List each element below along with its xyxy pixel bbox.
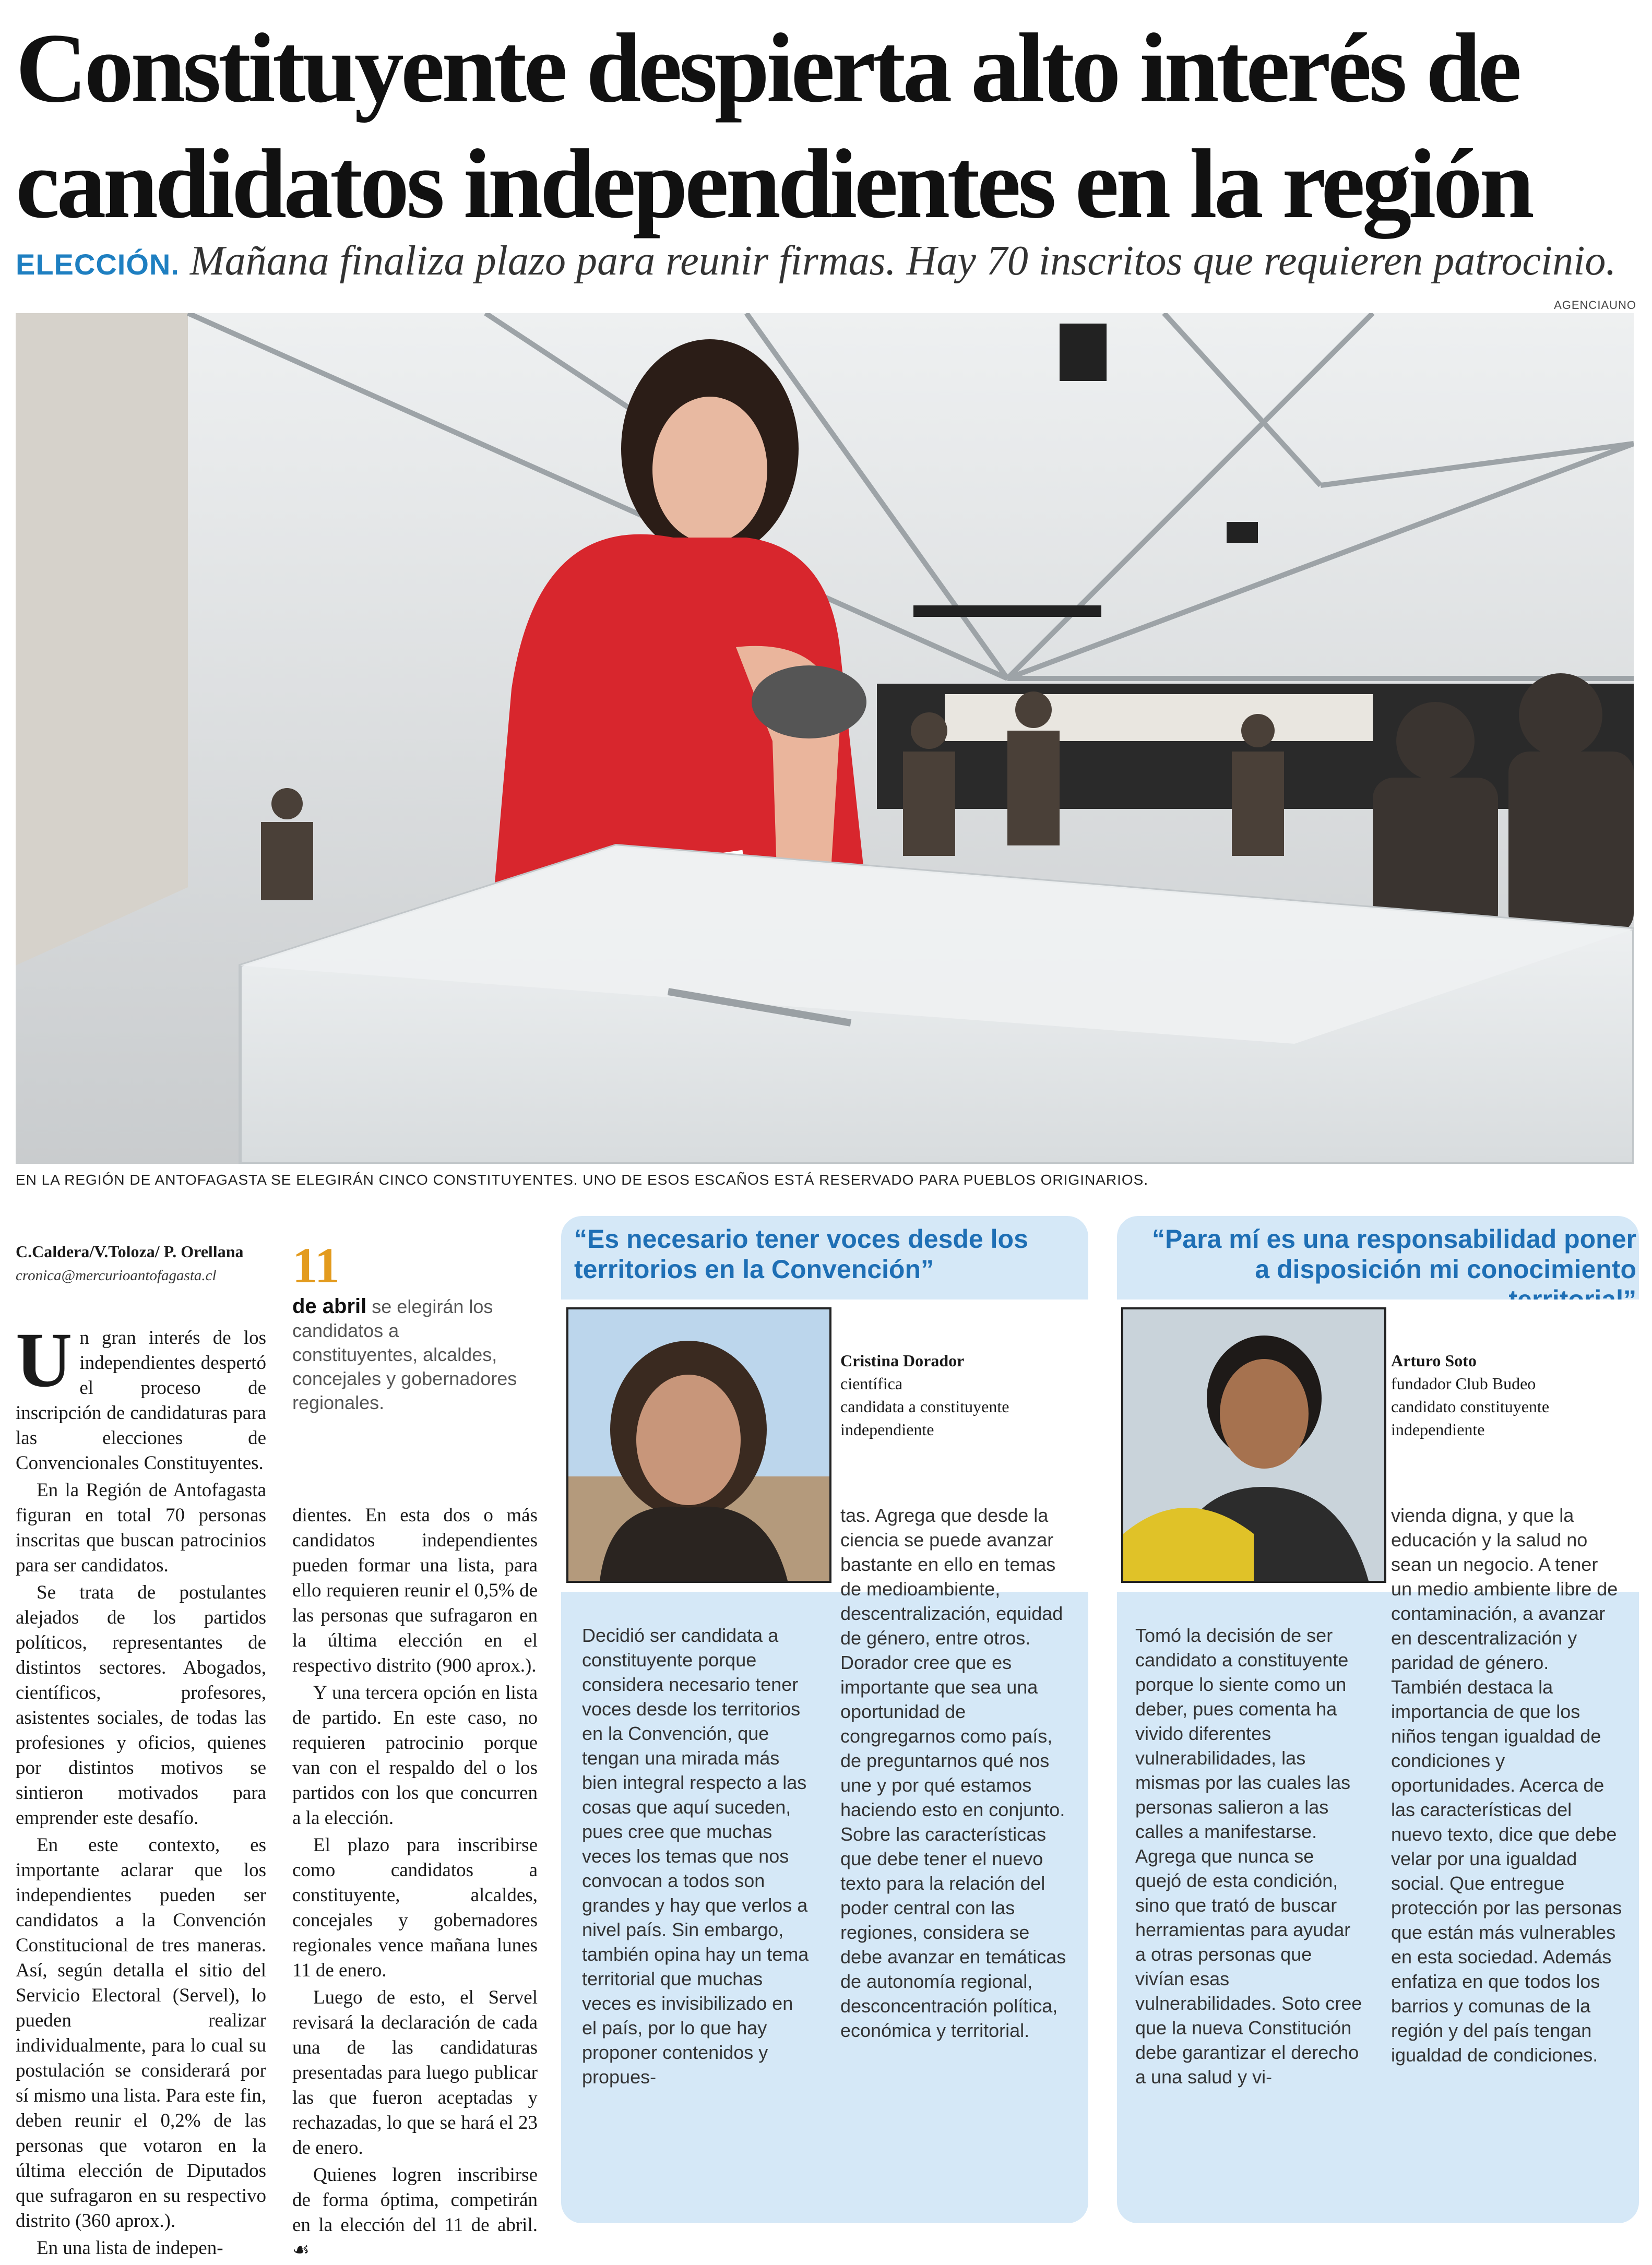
- article-paragraph: En una lista de indepen-: [37, 2237, 223, 2259]
- panel-1-column-a: Decidió ser candidata a constituyente porque considera necesario tener voces desde los territorios en la Convención, que tengan una mirada más bien integral respecto a las cosas que aquí suceden, pues cree que muchas veces los temas que nos convocan a todos son grandes y hay que verlos a nivel país. Sin embargo, también opina hay un tema territorial que muchas veces es invisibilizado en el país, por lo que hay proponer contenidos y propues-: [582, 1625, 809, 2088]
- deck-text: Mañana finaliza plazo para reunir firmas. Hay 70 inscritos que requieren patrocinio.: [189, 238, 1617, 284]
- fact-box: [292, 1294, 522, 1415]
- article-paragraph: n gran interés de los independientes despertó el proceso de inscripción de candidaturas para las elecciones de Convencionales Constituyentes.: [16, 1327, 266, 1474]
- headline-line-2: candidatos independientes en la región: [16, 129, 1531, 239]
- article-paragraph: En este contexto, es importante aclarar que los independientes pueden ser candidatos a la Convención Constitucional de tres maneras. Así, según detalla el sitio del Servicio Electoral (Servel), lo pueden realizar individualmente, para lo cual su postulación se considerará por sí mismo una lista. Para este fin, deben reunir el 0,2% de las personas que votaron en la última elección de Diputados que sufragaron en su respectivo distrito (360 aprox.).: [16, 1834, 266, 2232]
- panel-1-name: Cristina Dorador: [840, 1351, 965, 1370]
- article-paragraph: Quienes logren inscribirse de forma óptima, competirán en la elección del 11 de abril. ☙: [292, 2164, 538, 2261]
- drop-cap: U: [16, 1317, 73, 1403]
- ballot-scene-illustration: [16, 313, 1634, 1164]
- panel-2-role-1: fundador Club Budeo: [1391, 1374, 1536, 1393]
- article-paragraph: dientes. En esta dos o más candidatos independientes pueden formar una lista, para ello requieren reunir el 0,5% de las personas que sufragaron en la última elección en el respectivo distrito (900 aprox.).: [292, 1505, 538, 1676]
- panel-2-name: Arturo Soto: [1391, 1351, 1477, 1370]
- article-paragraph: Y una tercera opción en lista de partido. En este caso, no requieren patrocinio porque van con el respaldo del o los partidos con los que concurren a la elección.: [292, 1682, 538, 1829]
- deck: [16, 235, 1639, 291]
- fact-bold: de abril: [292, 1295, 367, 1318]
- panel-1-role-1: científica: [840, 1374, 903, 1393]
- article-column-2: [292, 1503, 538, 2265]
- panel-1-portrait: [566, 1307, 831, 1583]
- portrait-illustration: [568, 1309, 829, 1581]
- panel-2-quote: “Para mí es una responsabilidad poner a disposición mi conocimiento: [1151, 1224, 1636, 1284]
- byline-authors: C.Caldera/V.Toloza/ P. Orellana: [16, 1242, 244, 1261]
- article-column-1: [16, 1317, 266, 2263]
- panel-2-person: [1391, 1349, 1631, 1441]
- panel-1-person: [840, 1349, 1080, 1441]
- panel-2-column-b: vienda digna, y que la educación y la salud no sean un negocio. A tener un medio ambiente libre de contaminación, a avanzar en descentralización y paridad de género. También destaca la importancia de que los niños tengan igualdad de condiciones y oportunidades. Acerca de las características del nuevo texto, dice que debe velar por una igualdad social. Que entregue protección por las personas que están más vulnerables en esta sociedad. Además enfatiza en que todos los barrios y comunas de la región y del país tengan igualdad de condiciones.: [1391, 1505, 1622, 2066]
- article-paragraph: Se trata de postulantes alejados de los partidos políticos, representantes de distintos sectores. Abogados, científicos, profesores, asistentes sociales, de todas las profesiones y oficios, quienes por distintos motivos se sintieron motivados para emprender este desafío.: [16, 1582, 266, 1829]
- panel-2-column-a: Tomó la decisión de ser candidato a constituyente porque lo siente como un deber, pues comenta ha vivido diferentes vulnerabilidades, las mismas por las cuales las personas salieron a las calles a manifestarse. Agrega que nunca se quejó de esta condición, sino que trató de buscar herramientas para ayudar a otras personas que vivían esas vulnerabilidades. Soto cree que la nueva Constitución debe garantizar el derecho a una salud y vi-: [1135, 1625, 1362, 2088]
- fact-number: 11: [292, 1237, 340, 1293]
- panel-2-role-2: candidato constituyente independiente: [1391, 1397, 1550, 1439]
- portrait-illustration: [1123, 1309, 1384, 1581]
- headline: [16, 10, 1639, 242]
- panel-2-portrait: [1121, 1307, 1386, 1583]
- photo-credit: AGENCIAUNO: [1554, 299, 1636, 312]
- panel-1-role-2: candidata a constituyente independiente: [840, 1397, 1009, 1439]
- byline: [16, 1239, 266, 1288]
- byline-email: cronica@mercurioantofagasta.cl: [16, 1267, 217, 1284]
- article-paragraph: En la Región de Antofagasta figuran en total 70 personas inscritas que buscan patrocinios para ser candidatos.: [16, 1480, 266, 1576]
- photo-caption: EN LA REGIÓN DE ANTOFAGASTA SE ELEGIRÁN CINCO CONSTITUYENTES. UNO DE ESOS ESCAÑOS ESTÁ RESERVADO PARA PUEBLOS ORIGINARIOS.: [16, 1172, 1149, 1188]
- panel-1-quote: “Es necesario tener voces desde los territorios en la Convención”: [574, 1224, 1028, 1284]
- deck-kicker: ELECCIÓN.: [16, 248, 180, 281]
- article-paragraph: El plazo para inscribirse como candidatos a constituyente, alcaldes, concejales y gobernadores regionales vence mañana lunes 11 de enero.: [292, 1834, 538, 1981]
- panel-1-column-b: tas. Agrega que desde la ciencia se puede avanzar bastante en ello en temas de medioambiente, descentralización, equidad de género, entre otros. Dorador cree que es importante que sea una oportunidad de congregarnos como país, de preguntarnos qué nos une y por qué estamos haciendo esto en conjunto. Sobre las características que debe tener el nuevo texto para la relación del poder central con las regiones, considera se debe avanzar en temáticas de autonomía regional, desconcentración política, económica y territorial.: [840, 1505, 1066, 2041]
- fact-text: se elegirán los candidatos a constituyentes, alcaldes, concejales y gobernadores regionales.: [292, 1296, 517, 1413]
- article-paragraph: Luego de esto, el Servel revisará la declaración de cada una de las candidaturas presentadas para luego publicar las que fueron aceptadas y rechazadas, lo que se hará el 23 de enero.: [292, 1987, 538, 2159]
- main-photo: [16, 313, 1634, 1164]
- headline-line-1: Constituyente despierta alto interés de: [16, 14, 1519, 123]
